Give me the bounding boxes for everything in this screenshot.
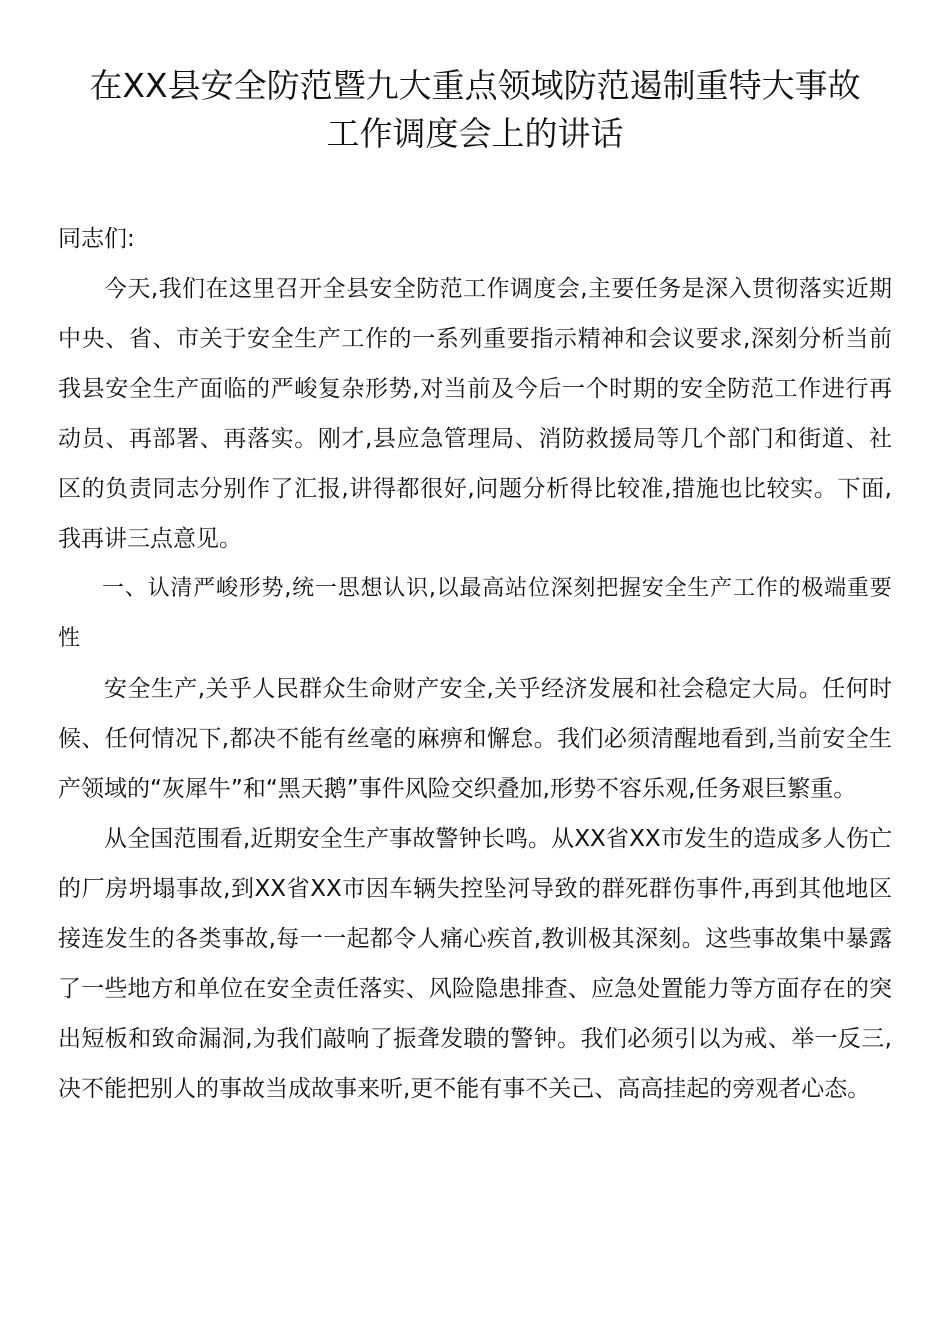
document-title: [58, 62, 892, 158]
salutation: 同志们:: [58, 226, 135, 252]
paragraph-safety: 安全生产,关乎人民群众生命财产安全,关乎经济发展和社会稳定大局。任何时候、任何情况下,都决不能有丝毫的麻痹和懈怠。我们必须清醒地看到,当前安全生产领域的“灰犀牛”和“黑天鹅”事件风险交织叠加,形势不容乐观,任务艰巨繁重。: [58, 676, 892, 802]
paragraph-opening: 今天,我们在这里召开全县安全防范工作调度会,主要任务是深入贯彻落实近期中央、省、市关于安全生产工作的一系列重要指示精神和会议要求,深刻分析当前我县安全生产面临的严峻复杂形势,对当前及今后一个时期的安全防范工作进行再动员、再部署、再落实。刚才,县应急管理局、消防救援局等几个部门和街道、社区的负责同志分别作了汇报,讲得都很好,问题分析得比较准,措施也比较实。下面,我再讲三点意见。: [58, 276, 892, 552]
document-page: [58, 62, 892, 1114]
section-heading-1: 一、认清严峻形势,统一思想认识,以最高站位深刻把握安全生产工作的极端重要性: [58, 576, 892, 651]
title-line-1: 在XX县安全防范暨九大重点领域防范遏制重特大事故: [89, 66, 861, 105]
paragraph-national: 从全国范围看,近期安全生产事故警钟长鸣。从XX省XX市发生的造成多人伤亡的厂房坍塌事故,到XX省XX市因车辆失控坠河导致的群死群伤事件,再到其他地区接连发生的各类事故,每一一起都令人痛心疾首,教训极其深刻。这些事故集中暴露了一些地方和单位在安全责任落实、风险隐患排查、应急处置能力等方面存在的突出短板和致命漏洞,为我们敲响了振聋发聩的警钟。我们必须引以为戒、举一反三,决不能把别人的事故当成故事来听,更不能有事不关己、高高挂起的旁观者心态。: [58, 826, 892, 1102]
title-line-2: 工作调度会上的讲话: [326, 114, 624, 153]
